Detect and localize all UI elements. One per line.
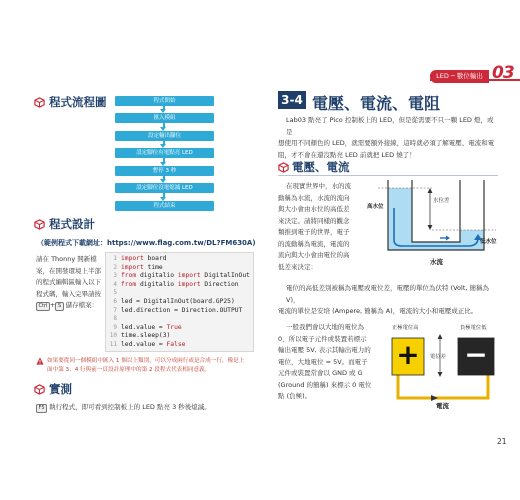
flow-step: 暫停 3 秒 bbox=[115, 166, 214, 176]
code-line: import time bbox=[121, 263, 163, 271]
intro-line: 想使用不同顏色的 LED，就需要額外接線，這時就必須了解電壓、電流和電 bbox=[278, 139, 495, 147]
code-line: from digitalio import DigitalInOut bbox=[121, 272, 250, 280]
code-line-number: 2 bbox=[113, 263, 117, 271]
code-line: led.value = True bbox=[121, 323, 182, 331]
code-line: import board bbox=[121, 255, 167, 262]
water-diff-label: 水位差 bbox=[433, 198, 450, 204]
sample-download-link[interactable]: （範例程式下載網址：https://www.flag.com.tw/DL?FM630A) bbox=[37, 239, 256, 247]
battery-line: 輸出電壓 5V, 表示其輸出電力的 bbox=[278, 346, 371, 354]
flow-step: 設定輸出腳位 bbox=[115, 131, 214, 141]
water-paragraph bbox=[278, 181, 373, 273]
battery-line: 一般我們會以大地的電位為 bbox=[286, 323, 364, 331]
code-line-number: 9 bbox=[113, 323, 117, 331]
program-design-title: 程式設計 bbox=[49, 217, 95, 231]
cube-icon bbox=[34, 384, 45, 395]
water-line: 動稱為水流，水流的流向 bbox=[278, 193, 350, 202]
intro-line: Lab03 點亮了 Pico 控制板上的 LED，但是從需要不只一顆 LED 燈，或是 bbox=[286, 116, 494, 136]
code-line-number: 5 bbox=[113, 289, 117, 297]
potential-diff-label: 電位差 bbox=[430, 354, 446, 360]
code-line: from digitalio import Direction bbox=[121, 280, 239, 288]
cube-icon bbox=[278, 162, 289, 173]
water-flow-label: 水流 bbox=[430, 258, 443, 266]
s-key: S bbox=[55, 302, 63, 311]
design-text-line: 的程式編輯區輸入以下 bbox=[36, 278, 101, 286]
water-line: 低差來決定： bbox=[278, 262, 317, 271]
positive-label: 正極電位高 bbox=[392, 325, 419, 331]
voltage-current-title: 電壓、電流 bbox=[292, 160, 350, 174]
flow-step: 程式結束 bbox=[115, 201, 214, 211]
voltage-paragraph bbox=[278, 283, 500, 318]
battery-line: 點 (負極)。 bbox=[278, 392, 312, 400]
note-line: 面中第 3、4 行與前一頁設計原理中的第 2 段程式代表相同意義。 bbox=[47, 367, 211, 373]
code-line-number: 7 bbox=[113, 306, 117, 314]
page-number: 21 bbox=[497, 437, 507, 446]
water-line: 在現實世界中，水的流 bbox=[286, 182, 351, 190]
design-text-line: 程式碼，輸入完畢請按 bbox=[36, 289, 101, 298]
water-line: 與大小會由水位的高低差 bbox=[278, 205, 350, 213]
voltage-line: 電流的單位是安培 (Ampere, 簡稱為 A)，電流的大小和電壓成正比。 bbox=[278, 307, 478, 315]
design-text-line: 請在 Thonny 開新檔 bbox=[36, 255, 97, 263]
chapter-tag: LED ─ 數位輸出 bbox=[430, 70, 489, 83]
code-line: time.sleep(3) bbox=[121, 332, 171, 340]
minus-symbol: − bbox=[464, 338, 488, 371]
practice-text bbox=[36, 402, 211, 414]
flow-step: 設定腳位沒電熄滅 LED bbox=[115, 183, 214, 193]
practice-description: 執行程式，即可看到控制板上的 LED 點亮 3 秒後熄滅。 bbox=[49, 403, 211, 411]
water-line: 流向與大小會由電位的高 bbox=[278, 251, 350, 259]
cube-icon bbox=[34, 97, 45, 108]
high-water-label: 高水位 bbox=[367, 204, 384, 210]
battery-paragraph bbox=[278, 322, 388, 403]
intro-line: 阻，才不會在還沒點亮 LED 前就把 LED 燒了！ bbox=[278, 150, 416, 159]
flow-chart-title: 程式流程圖 bbox=[49, 95, 107, 109]
code-line-number: 1 bbox=[113, 255, 117, 262]
water-line: 的流動稱為電流，電流的 bbox=[278, 239, 350, 248]
cube-icon bbox=[34, 219, 45, 230]
low-water-label: 低水位 bbox=[480, 239, 497, 245]
code-line-number: 8 bbox=[113, 315, 117, 323]
battery-line: 電位，大地電位 = 5V。而電子 bbox=[278, 357, 368, 366]
code-line: led = DigitalInOut(board.GP25) bbox=[121, 298, 235, 305]
save-text: 儲存檔案： bbox=[65, 301, 99, 309]
code-line-number: 3 bbox=[113, 272, 117, 280]
intro-paragraph bbox=[278, 115, 496, 161]
flow-step: 匯入模組 bbox=[115, 113, 214, 123]
battery-line: (Ground 的簡稱) 來標示 0 電位 bbox=[278, 380, 372, 389]
code-line-number: 10 bbox=[109, 332, 117, 340]
design-text-line: 案，在開發環境上半部 bbox=[36, 266, 101, 275]
plus-symbol: + bbox=[396, 338, 420, 371]
flow-step: 程式開始 bbox=[115, 96, 214, 106]
f5-key: F5 bbox=[36, 404, 47, 413]
note-line: 如果要從同一個模組中匯入 1 個以上類別，可以分成兩行或是合成一行，像是上 bbox=[47, 358, 245, 364]
code-line-number: 11 bbox=[109, 341, 117, 348]
water-line: 類推到電子的世界，電子 bbox=[278, 228, 350, 236]
battery-line: 0，所以電子元件或裝置若標示 bbox=[278, 334, 367, 343]
design-instructions bbox=[36, 254, 102, 312]
chapter-number: 03 bbox=[492, 63, 514, 83]
negative-label: 負極電位低 bbox=[460, 325, 487, 331]
flow-step: 設定腳位有電點亮 LED bbox=[115, 148, 214, 158]
current-label: 電流 bbox=[436, 402, 449, 410]
code-line-number: 6 bbox=[113, 298, 117, 305]
ctrl-key: Ctrl bbox=[36, 302, 50, 311]
water-line: 來決定。請將同樣的觀念 bbox=[278, 216, 350, 225]
code-line: led.value = False bbox=[121, 341, 186, 348]
section-number: 3-4 bbox=[278, 91, 306, 109]
save-instruction: Ctrl + S 儲存檔案： bbox=[36, 300, 102, 312]
practice-title: 實測 bbox=[49, 382, 72, 396]
divider bbox=[278, 175, 498, 176]
code-line: led.direction = Direction.OUTPUT bbox=[121, 306, 243, 314]
section-title: 電壓、電流、電阻 bbox=[312, 94, 441, 113]
code-line-number: 4 bbox=[113, 280, 117, 288]
warning-icon bbox=[36, 357, 44, 365]
battery-line: 元件或裝置常會以 GND 或 G bbox=[278, 369, 363, 377]
voltage-line: 電位的高低差別被稱為電壓或電位差，電壓的單位為伏特 (Volt, 簡稱為 V)， bbox=[286, 284, 490, 304]
